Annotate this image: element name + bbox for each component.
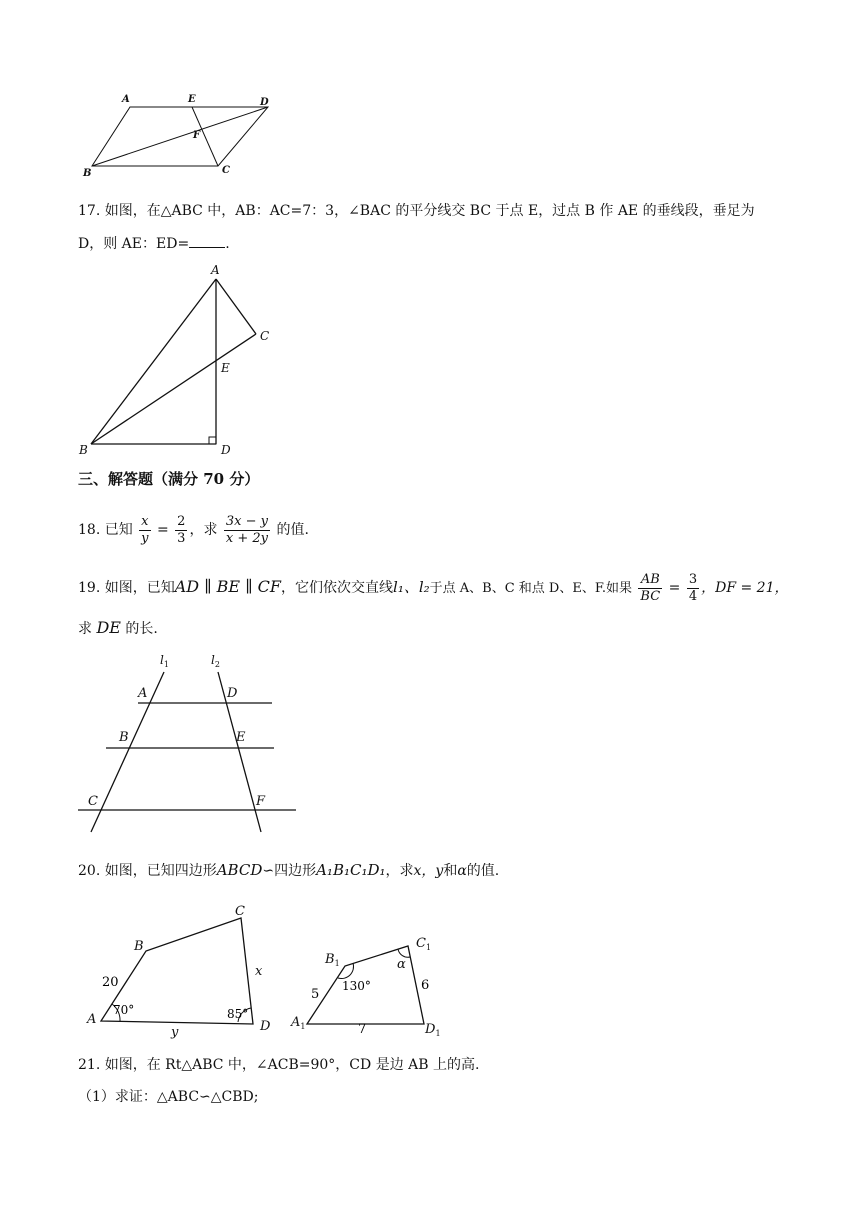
q19-prefix: 19. 如图，已知	[78, 580, 175, 596]
fig20-label-b1: $B_1$	[325, 952, 340, 968]
segment-bd	[92, 107, 268, 166]
fraction-2-over-3	[175, 514, 187, 547]
fraction-denominator: 4	[688, 588, 698, 604]
q19-line2-prefix: 求	[78, 621, 92, 637]
q18-mid: ，求	[189, 522, 218, 538]
fraction-numerator: x	[139, 514, 150, 531]
segment-ac	[216, 279, 256, 334]
q18-suffix: 的值.	[276, 522, 309, 538]
fig16-label-a: A	[122, 94, 130, 105]
fig19-label-b: B	[119, 730, 129, 745]
q20-sim: ∽	[262, 863, 275, 879]
question-21-part1: （1）求证：△ABC∽△CBD;	[78, 1089, 259, 1105]
q19-lines: l₁、l₂	[393, 578, 430, 596]
line-l2	[218, 672, 261, 832]
fig16-label-c: C	[222, 165, 230, 176]
question-21-line1: 21. 如图，在 Rt△ABC 中，∠ACB=90°，CD 是边 AB 上的高.	[78, 1057, 480, 1073]
q19-mid2: 于点 A、B、C 和点 D、E、F.如果	[429, 581, 632, 596]
q20-and: 和	[443, 863, 458, 879]
fig20-angle-a: 70°	[113, 1003, 135, 1017]
fraction-expression	[224, 514, 270, 547]
fig20-label-c: C	[235, 904, 245, 919]
fig19-label-l1: $l_1$	[160, 653, 169, 669]
fig20-side-ab: 20	[102, 975, 119, 990]
fraction-3-over-4	[687, 572, 699, 605]
fig16-label-e: E	[188, 94, 196, 105]
fraction-numerator: AB	[638, 572, 662, 589]
question-18	[78, 511, 309, 549]
segment-ab	[91, 279, 216, 444]
fig20-side-c1d1: 6	[421, 978, 430, 993]
q20-quad1: ABCD	[216, 861, 263, 879]
fig19-label-d: D	[227, 686, 238, 701]
fig20-angle-b1: 130°	[342, 979, 371, 993]
fraction-numerator: 3	[688, 571, 698, 587]
figure-q19-parallel-lines	[76, 650, 304, 836]
question-17-line2	[78, 233, 230, 254]
question-17-period: .	[225, 236, 230, 252]
fig20-side-cd: x	[255, 964, 263, 979]
q19-tail: ，DF = 21，	[701, 580, 789, 596]
fig20-label-a: A	[87, 1012, 97, 1027]
answer-blank[interactable]	[189, 233, 225, 248]
fig17-label-c: C	[260, 329, 270, 343]
fig20-side-ad: y	[171, 1025, 179, 1040]
fig20-angle-d: 85°	[227, 1007, 249, 1021]
fig20-label-b: B	[134, 939, 144, 954]
line-l1	[91, 672, 164, 832]
fraction-denominator: y	[141, 530, 149, 546]
q19-parallel-expr: AD ∥ BE ∥ CF	[174, 577, 282, 596]
fig19-label-l2: $l_2$	[211, 653, 220, 669]
fig20-label-d1: $D_1$	[425, 1022, 441, 1038]
fig20-label-d: D	[260, 1019, 271, 1034]
q20-prefix: 20. 如图，已知四边形	[78, 863, 217, 879]
q20-mid: 四边形	[274, 863, 317, 879]
fig16-label-b: B	[83, 168, 92, 179]
q20-quad2: A₁B₁C₁D₁	[316, 861, 386, 879]
q19-line2-suffix: 的长.	[125, 621, 158, 637]
q20-mid2: ，求	[385, 863, 414, 879]
fig19-label-e: E	[236, 730, 246, 745]
equals-sign: =	[156, 522, 169, 538]
fig16-label-f: F	[193, 130, 201, 141]
q20-suffix: 的值.	[466, 863, 500, 879]
question-19-line1	[78, 568, 788, 608]
fraction-denominator: 3	[177, 530, 186, 546]
fig19-label-c: C	[88, 794, 98, 809]
section-heading: 三、解答题（满分 70 分）	[78, 470, 260, 488]
question-17-text: D，则 AE：ED=	[78, 236, 190, 252]
q18-prefix: 18. 已知	[78, 522, 133, 538]
fig16-label-d: D	[260, 97, 269, 108]
fig17-label-a: A	[211, 263, 220, 277]
fraction-ab-over-bc	[638, 572, 662, 605]
equals-sign: =	[668, 580, 681, 596]
fraction-denominator: x + 2y	[225, 530, 269, 546]
q20-alpha: α	[457, 863, 467, 879]
fig17-label-d: D	[221, 443, 231, 457]
question-17-line1: 17. 如图，在△ABC 中，AB：AC=7：3，∠BAC 的平分线交 BC 于点 E，过点 B 作 AE 的垂线段，垂足为	[78, 203, 755, 219]
q19-line2-var: DE	[96, 618, 121, 637]
segment-bc	[91, 334, 256, 444]
fig19-label-a: A	[138, 686, 148, 701]
q20-vars: x，y	[413, 863, 444, 879]
fig20-angle-alpha: α	[397, 957, 406, 972]
fraction-denominator: BC	[640, 588, 661, 604]
fig17-label-e: E	[221, 361, 230, 375]
figure-q16-parallelogram	[80, 90, 280, 182]
angle-arc-c1	[398, 949, 410, 957]
fig20-side-a1d1: 7	[358, 1022, 367, 1037]
figure-q17-triangle	[78, 262, 278, 458]
figure-q20-quadrilaterals	[80, 900, 460, 1040]
fig17-label-b: B	[79, 443, 88, 457]
right-angle-mark	[209, 437, 216, 444]
fraction-x-over-y	[139, 514, 150, 547]
question-19-line2	[78, 618, 158, 639]
fig19-label-f: F	[256, 794, 266, 809]
fig20-label-a1: $A_1$	[291, 1015, 306, 1031]
q19-mid: ，它们依次交直线	[281, 580, 394, 596]
fig20-label-c1: $C_1$	[416, 936, 432, 952]
question-20	[78, 860, 499, 881]
fraction-numerator: 2	[177, 513, 186, 529]
fig20-side-a1b1: 5	[311, 987, 320, 1002]
fraction-numerator: 3x − y	[225, 513, 269, 529]
